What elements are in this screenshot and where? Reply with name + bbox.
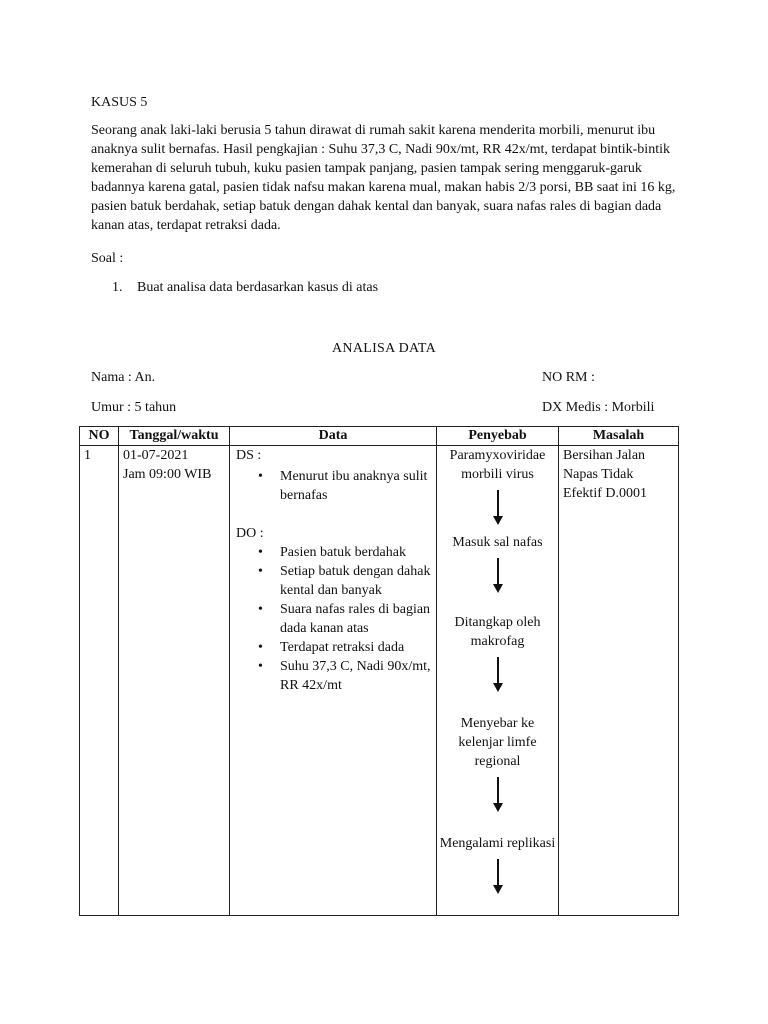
objective-data-list [236, 543, 432, 695]
list-item: • Terdapat retraksi dada [236, 638, 432, 657]
down-arrow-icon [492, 777, 504, 812]
question-text: Buat analisa data berdasarkan kasus di atas [137, 280, 379, 295]
header-data: Data [230, 427, 437, 446]
question-label: Soal : [91, 251, 124, 266]
do-label: DO : [236, 526, 264, 541]
time-text: Jam 09:00 WIB [123, 467, 212, 482]
down-arrow-icon [492, 558, 504, 593]
list-item: • Pasien batuk berdahak [236, 543, 432, 562]
subjective-data-list [236, 467, 432, 505]
list-item: • Setiap batuk dengan dahak kental dan banyak [236, 562, 432, 600]
header-masalah: Masalah [559, 427, 679, 446]
patient-name: Nama : An. [91, 370, 156, 385]
cell-penyebab [437, 446, 559, 916]
question-list [91, 278, 378, 297]
table-header-row [80, 427, 679, 446]
case-title: KASUS 5 [91, 95, 148, 110]
header-tanggal: Tanggal/waktu [119, 427, 230, 446]
cell-masalah: Bersihan Jalan Napas Tidak Efektif D.0001 [559, 446, 679, 916]
down-arrow-icon [492, 657, 504, 692]
down-arrow-icon [492, 859, 504, 894]
patient-age: Umur : 5 tahun [91, 400, 177, 415]
cell-no: 1 [80, 446, 119, 916]
flow-step: Paramyxoviridae morbili virus [449, 448, 546, 482]
flow-step: Mengalami replikasi [439, 836, 556, 851]
analysis-title: ANALISA DATA [332, 341, 436, 356]
list-item: • Menurut ibu anaknya sulit bernafas [236, 467, 432, 505]
date-text: 01-07-2021 [123, 448, 189, 463]
flow-step: Ditangkap oleh makrofag [454, 615, 541, 649]
ds-label: DS : [236, 448, 262, 463]
medical-record-number: NO RM : [542, 370, 595, 385]
list-item: • Suhu 37,3 C, Nadi 90x/mt, RR 42x/mt [236, 657, 432, 695]
cell-tanggal [119, 446, 230, 916]
analysis-table [79, 426, 679, 916]
flow-step: Masuk sal nafas [452, 535, 543, 550]
cell-data [230, 446, 437, 916]
question-item [91, 278, 378, 297]
flow-step: Menyebar ke kelenjar limfe regional [458, 716, 537, 769]
question-number: 1. [112, 280, 123, 295]
case-description: Seorang anak laki-laki berusia 5 tahun dirawat di rumah sakit karena menderita morbili, menurut ibu anaknya sulit bernafas. Hasil pengkajian : Suhu 37,3 C, Nadi 90x/mt, RR 42x/mt, terdapat bintik-bintik kemerahan di seluruh tubuh, kuku pasien tampak panjang, pasien tampak sering menggaruk-garuk badannya karena gatal, pasien tidak nafsu makan karena mual, makan habis 2/3 porsi, BB saat ini 16 kg, pasien batuk berdahak, setiap batuk dengan dahak kental dan banyak, suara nafas rales di bagian dada kanan atas, terdapat retraksi dada. [91, 123, 676, 233]
header-penyebab: Penyebab [437, 427, 559, 446]
header-no: NO [80, 427, 119, 446]
table-row [80, 446, 679, 916]
medical-diagnosis: DX Medis : Morbili [542, 400, 655, 415]
down-arrow-icon [492, 490, 504, 525]
list-item: • Suara nafas rales di bagian dada kanan atas [236, 600, 432, 638]
